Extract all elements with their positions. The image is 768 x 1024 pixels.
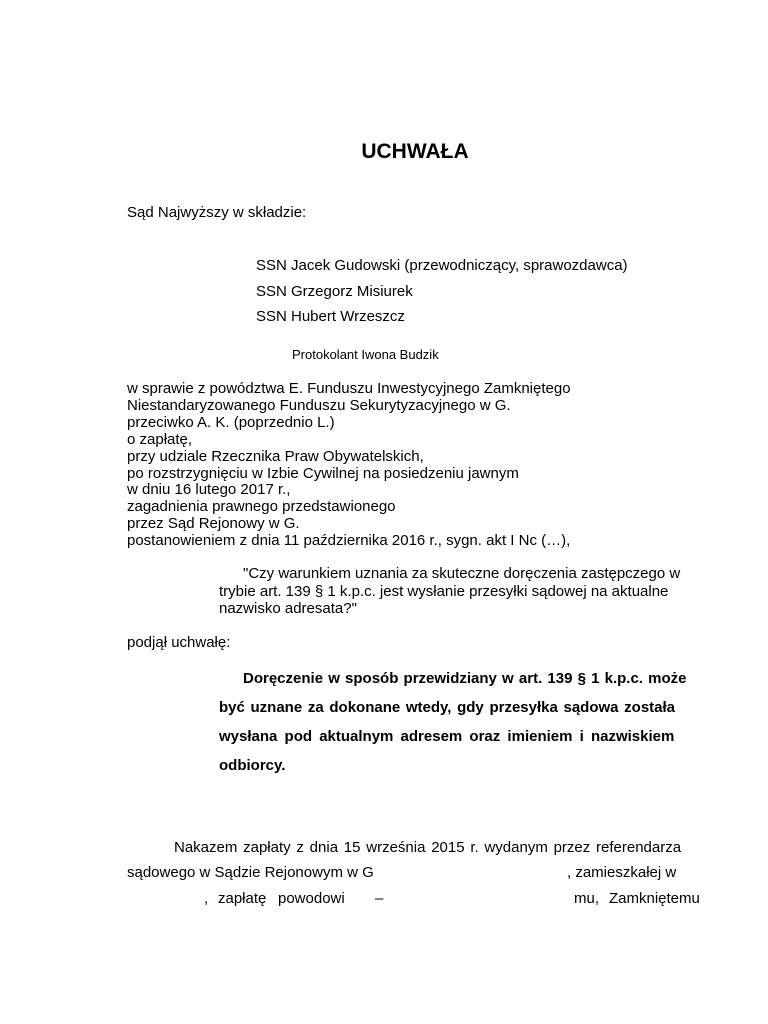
case-line: o zapłatę, [127,430,193,448]
justification-fragment: powodowi [278,890,345,907]
case-line: postanowieniem z dnia 11 października 2016 r., sygn. akt I Nc (…), [127,532,571,550]
document-title: UCHWAŁA [361,140,469,163]
question-line: "Czy warunkiem uznania za skuteczne doręczenia zastępczego w [243,565,681,582]
judge-member: SSN Hubert Wrzeszcz [256,308,405,325]
case-line: przez Sąd Rejonowy w G. [127,515,300,533]
justification-fragment: zapłatę [218,890,267,907]
court-composition-intro: Sąd Najwyższy w składzie: [127,204,307,221]
judge-member: SSN Grzegorz Misiurek [256,283,413,300]
case-line: w dniu 16 lutego 2017 r., [127,481,291,499]
question-line: trybie art. 139 § 1 k.p.c. jest wysłanie przesyłki sądowej na aktualne [219,582,669,600]
justification-line: sądowego w Sądzie Rejonowym w G [127,864,374,881]
legal-question [219,565,702,618]
justification-fragment: Zamkniętemu [609,890,700,907]
resolution-line: odbiorcy. [219,757,286,774]
justification-fragment: mu, [574,890,600,907]
case-line: zagadnienia prawnego przedstawionego [127,498,396,516]
case-line: przeciwko A. K. (poprzednio L.) [127,413,335,431]
justification-line-fragment: , zamieszkałej w [567,864,677,881]
case-line: Niestandaryzowanego Funduszu Sekurytyzacyjnego w G. [127,396,511,414]
justification-line: Nakazem zapłaty z dnia 15 września 2015 r. wydanym przez referendarza [174,839,682,856]
resolution-text [219,664,702,780]
resolution-line: wysłana pod aktualnym adresem oraz imieniem i nazwiskiem [219,728,675,745]
justification-fragment: , [204,890,209,907]
case-line: przy udziale Rzecznika Praw Obywatelskich, [127,447,424,465]
justification-fragment: – [375,890,384,907]
question-line: nazwisko adresata?" [219,600,357,617]
case-line: w sprawie z powództwa E. Funduszu Inwestycyjnego Zamkniętego [127,380,571,397]
resolved-label: podjął uchwałę: [127,634,231,651]
resolution-line: Doręczenie w sposób przewidziany w art. 139 § 1 k.p.c. może [243,670,687,687]
judge-presiding: SSN Jacek Gudowski (przewodniczący, sprawozdawca) [256,257,628,274]
resolution-line: być uznane za dokonane wtedy, gdy przesyłka sądowa została [219,699,676,716]
case-line: po rozstrzygnięciu w Izbie Cywilnej na posiedzeniu jawnym [127,464,519,482]
court-clerk: Protokolant Iwona Budzik [292,347,439,362]
case-description [127,381,571,550]
